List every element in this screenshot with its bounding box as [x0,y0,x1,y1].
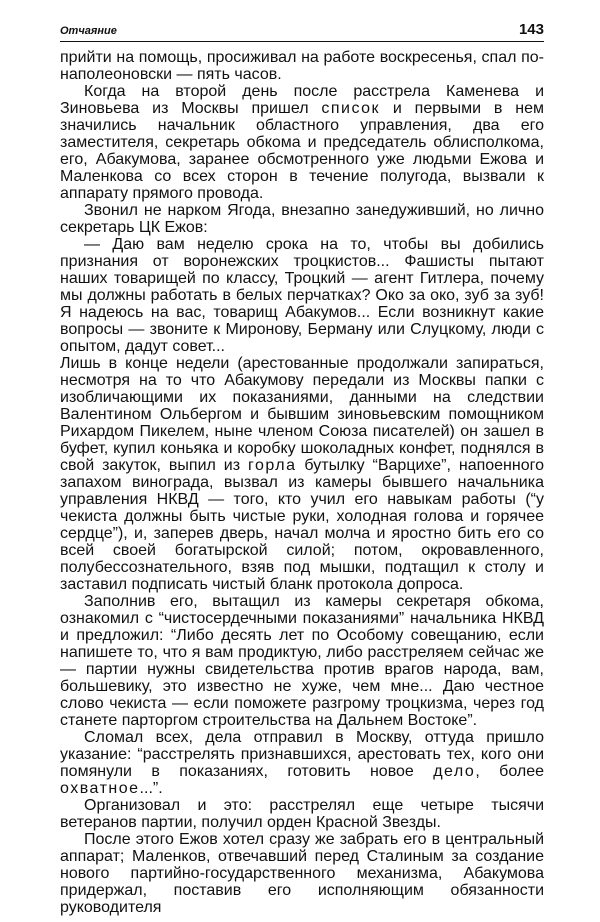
emphasis-word: дело [433,763,476,780]
paragraph: После этого Ежов хотел сразу же забрать его в центральный аппарат; Маленков, отвечавший перед Сталиным за создание нового партийно-государственного механизма, Абакумова придержал, поставив его исполняющим обязанности руководителя [60,831,544,916]
paragraph: Заполнив его, вытащил из камеры секретаря обкома, ознакомил с “чистосердечными показаниями” начальника НКВД и предложил: “Либо десять лет по Особому совещанию, если напишете то, что я вам продиктую, либо расстреляем сейчас же — партии нужны свидетельства против врагов народа, вам, большевику, это известно не хуже, чем мне... Даю честное слово чекиста — если поможете разгрому троцкизма, через год станете парторгом строительства на Дальнем Востоке”. [60,593,544,729]
paragraph: Сломал всех, дела отправил в Москву, оттуда пришло указание: “расстрелять признавшихся, арестовать тех, кого они помянули в показаниях, готовить новое дело, более охватное...”. [60,729,545,797]
section-title: Отчаяние [60,25,117,37]
paragraph: Организовал и это: расстрелял еще четыре тысячи ветеранов партии, получил орден Красной Звезды. [60,797,544,831]
paragraph: прийти на помощь, просиживал на работе воскресенья, спал по-наполеоновски — пять часов. [60,49,544,83]
paragraph: — Даю вам неделю срока на то, чтобы вы добились признания от воронежских троцкистов... Фашисты пытают наших товарищей по классу, Троцкий — агент Гитлера, почему мы должны работать в белых перчатках? Око за око, зуб за зуб! Я надеюсь на вас, товарищ Абакумов... Если возникнут какие вопросы — звоните к Миронову, Берману или Слуцкому, люди с опытом, дадут совет... [60,236,544,355]
paragraph: Когда на второй день после расстрела Каменева и Зиновьева из Москвы пришел список и первыми в нем значились начальник областного управления, два его заместителя, секретарь обкома и председатель облисполкома, его, Абакумова, заранее обсмотренного уже людьми Ежова и Маленкова со всех сторон в течение полугода, вызвали к аппарату прямого провода. [60,83,544,202]
paragraph: Звонил не нарком Ягода, внезапно занедуживший, но лично секретарь ЦК Ежов: [60,202,544,236]
emphasis-word: охватное [60,780,140,797]
emphasis-word: список [321,100,381,117]
paragraph: Лишь в конце недели (арестованные продолжали запираться, несмотря на то что Абакумову передали из Москвы папки с изобличающими их показаниями, данными на следствии Валентином Ольбергом и бывшим зиновьевским помощником Рихардом Пикелем, ныне членом Союза писателей) он зашел в буфет, купил коньяка и коробку шоколадных конфет, поднялся в свой закуток, выпил из горла бутылку “Варцихе”, напоенного запахом винограда, вызвал из камеры бывшего начальника управления НКВД — того, кто учил его навыкам работы (“у чекиста должны быть чистые руки, холодная голова и горячее сердце”), и, заперев дверь, начал молча и яростно бить его со всей своей богатырской силой; потом, окровавленного, полубессознательного, взяв под мышки, подтащил к столу и заставил подписать чистый бланк протокола допроса. [60,355,545,593]
emphasis-word: горла [248,457,297,474]
running-head [60,21,544,38]
page-number: 143 [518,21,544,38]
header-rule [60,41,544,42]
body-text [60,49,544,916]
